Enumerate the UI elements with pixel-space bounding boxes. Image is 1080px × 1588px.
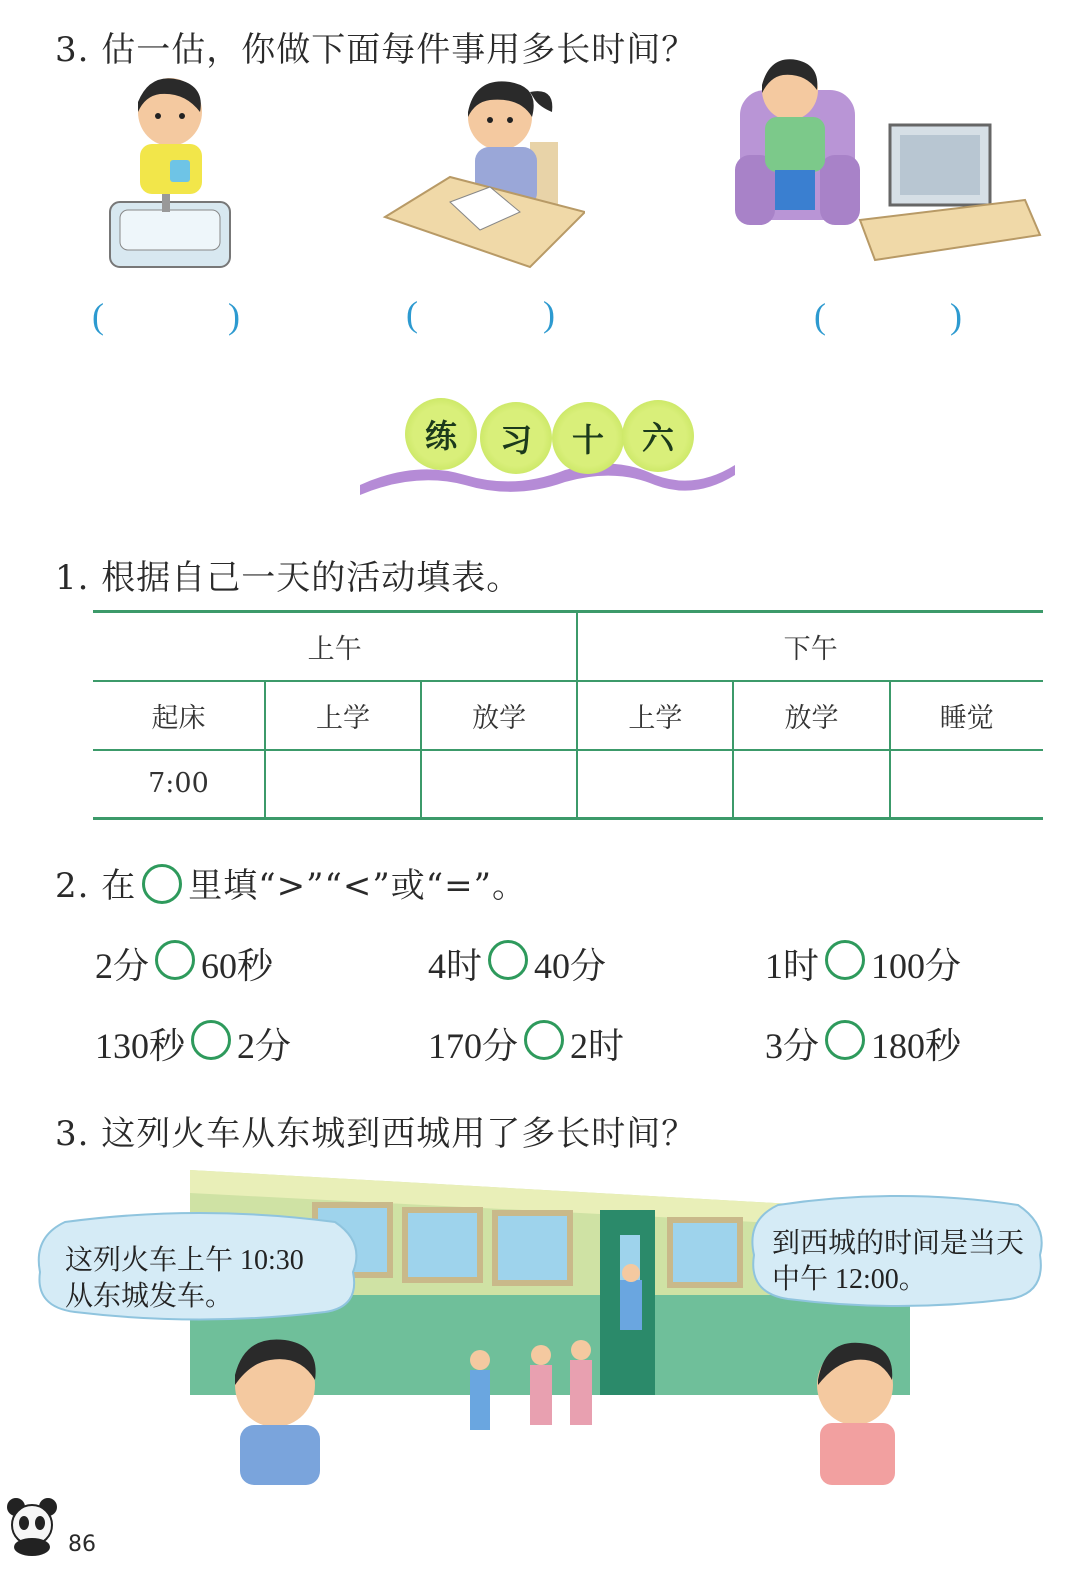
- group-header-afternoon: 下午: [577, 612, 1043, 681]
- compare-right: 180秒: [871, 1026, 962, 1066]
- table-cell-blank[interactable]: [733, 750, 889, 819]
- column-header: 起床: [93, 681, 265, 750]
- estimate-question-title: 3. 估一估，你做下面每件事用多长时间？: [55, 30, 697, 70]
- answer-blank-2-open: (: [406, 294, 418, 334]
- column-header: 上学: [577, 681, 733, 750]
- circle-icon: [142, 864, 182, 904]
- answer-blank-3-close: ): [950, 296, 962, 336]
- q3-title: 3. 这列火车从东城到西城用了多长时间？: [55, 1114, 697, 1154]
- q2-title-prefix: 2. 在: [55, 866, 137, 906]
- table-cell-blank[interactable]: [421, 750, 577, 819]
- q2-title: [55, 858, 527, 908]
- daily-activity-table: [93, 610, 1043, 820]
- table-cell-blank[interactable]: [577, 750, 733, 819]
- table-row: [93, 750, 1043, 819]
- banner-char-1: 练: [405, 398, 477, 470]
- compare-left: 3分: [765, 1026, 820, 1066]
- boy-watching-tv-illustration: [735, 55, 1045, 270]
- compare-item-2: [428, 938, 606, 989]
- answer-circle[interactable]: [488, 940, 528, 980]
- girl-doing-homework-illustration: [380, 72, 585, 277]
- compare-right: 40分: [534, 946, 607, 986]
- compare-item-5: [428, 1018, 624, 1069]
- bubble-left-line-1: 这列火车上午 10:30: [65, 1245, 304, 1276]
- compare-right: 2时: [570, 1026, 625, 1066]
- column-header: 放学: [421, 681, 577, 750]
- answer-circle[interactable]: [191, 1020, 231, 1060]
- boy-brushing-teeth-illustration: [100, 72, 240, 272]
- answer-circle[interactable]: [524, 1020, 564, 1060]
- group-header-morning: 上午: [93, 612, 577, 681]
- compare-left: 4时: [428, 946, 483, 986]
- table-cell: 7:00: [93, 750, 265, 819]
- compare-right: 100分: [871, 946, 962, 986]
- answer-circle[interactable]: [825, 940, 865, 980]
- column-header: 上学: [265, 681, 421, 750]
- bubble-right-line-1: 到西城的时间是当天: [772, 1228, 1025, 1259]
- compare-right: 60秒: [201, 946, 274, 986]
- answer-blank-1-open: (: [92, 296, 104, 336]
- table-cell-blank[interactable]: [265, 750, 421, 819]
- compare-left: 1时: [765, 946, 820, 986]
- table-row: [93, 681, 1043, 750]
- bubble-right-line-2: 中午 12:00。: [772, 1264, 927, 1295]
- answer-blank-3-open: (: [814, 296, 826, 336]
- panda-icon: [2, 1495, 64, 1557]
- column-header: 放学: [733, 681, 889, 750]
- compare-item-6: [765, 1018, 961, 1069]
- table-row: [93, 612, 1043, 681]
- compare-left: 170分: [428, 1026, 519, 1066]
- answer-circle[interactable]: [825, 1020, 865, 1060]
- compare-right: 2分: [237, 1026, 292, 1066]
- compare-item-4: [95, 1018, 291, 1069]
- q1-title: 1. 根据自己一天的活动填表。: [55, 558, 522, 598]
- q2-title-suffix: 里填“>”“<”或“=”。: [188, 866, 528, 906]
- banner-char-4: 六: [622, 400, 694, 472]
- answer-blank-1-close: ): [228, 296, 240, 336]
- banner-char-2: 习: [480, 402, 552, 474]
- bubble-left-line-2: 从东城发车。: [65, 1281, 234, 1312]
- answer-blank-2-close: ): [543, 294, 555, 334]
- column-header: 睡觉: [890, 681, 1043, 750]
- table-cell-blank[interactable]: [890, 750, 1043, 819]
- compare-item-3: [765, 938, 961, 989]
- banner-char-3: 十: [552, 402, 624, 474]
- compare-left: 2分: [95, 946, 150, 986]
- compare-item-1: [95, 938, 273, 989]
- page-number: 86: [68, 1532, 96, 1557]
- answer-circle[interactable]: [155, 940, 195, 980]
- compare-left: 130秒: [95, 1026, 186, 1066]
